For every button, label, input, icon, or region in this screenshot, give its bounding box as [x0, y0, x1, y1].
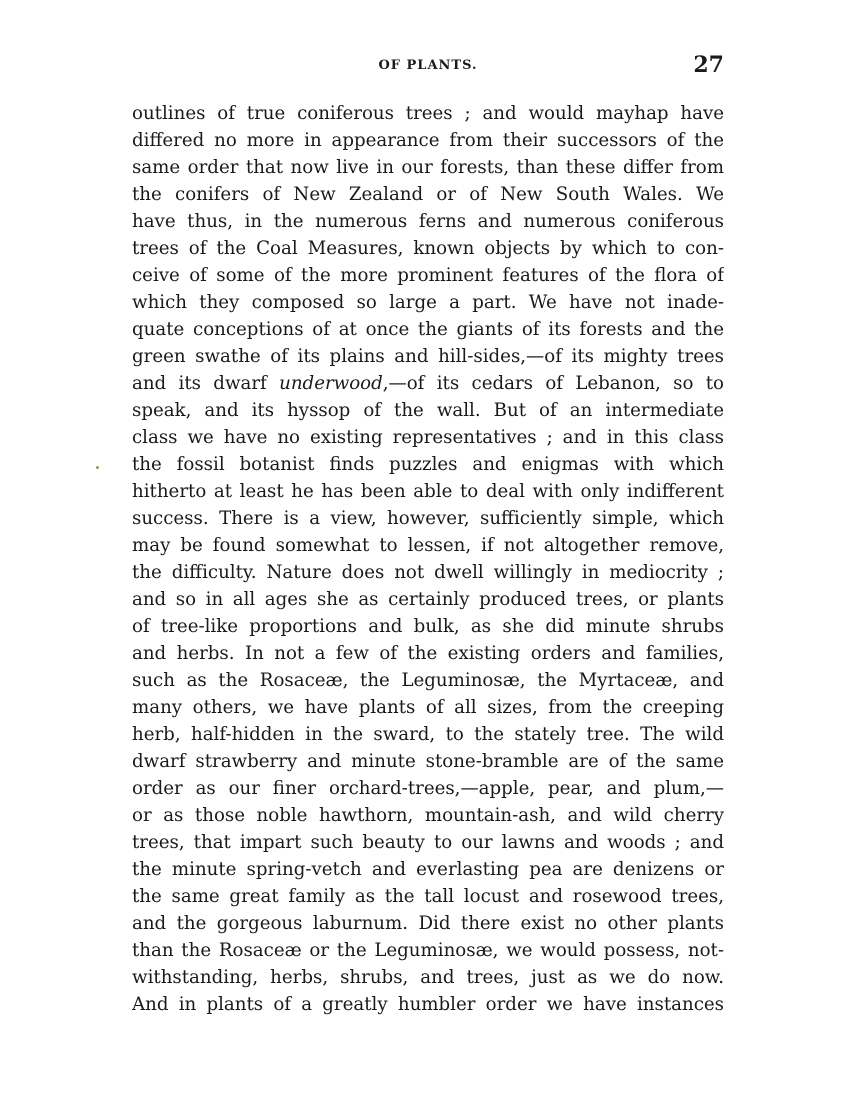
- text-line: the conifers of New Zealand or of New South Wales. We: [132, 184, 724, 205]
- running-head: [132, 52, 724, 82]
- text-line: green swathe of its plains and hill-sides,—of its mighty trees: [132, 346, 724, 367]
- text-line: and the gorgeous laburnum. Did there exist no other plants: [132, 913, 724, 934]
- text-line: differed no more in appearance from their successors of the: [132, 130, 724, 151]
- text-line: success. There is a view, however, sufficiently simple, which: [132, 508, 724, 529]
- text-line: many others, we have plants of all sizes, from the creeping: [132, 697, 724, 718]
- running-title: OF PLANTS.: [378, 58, 478, 73]
- text-line: the minute spring-vetch and everlasting pea are denizens or: [132, 859, 724, 880]
- italic-word: underwood: [279, 373, 383, 394]
- text-line: of tree-like proportions and bulk, as she did minute shrubs: [132, 616, 724, 637]
- text-line: than the Rosaceæ or the Leguminosæ, we would possess, not-: [132, 940, 724, 961]
- text-line: quate conceptions of at once the giants of its forests and the: [132, 319, 724, 340]
- text-line: And in plants of a greatly humbler order we have instances: [132, 994, 724, 1015]
- text-line: have thus, in the numerous ferns and numerous coniferous: [132, 211, 724, 232]
- text-line: dwarf strawberry and minute stone-bramble are of the same: [132, 751, 724, 772]
- body-text: [132, 100, 724, 1018]
- print-speck: [96, 466, 99, 469]
- text-line: outlines of true coniferous trees ; and would mayhap have: [132, 103, 724, 124]
- text-line: withstanding, herbs, shrubs, and trees, just as we do now.: [132, 967, 724, 988]
- text-line: which they composed so large a part. We have not inade-: [132, 292, 724, 313]
- text-line: ceive of some of the more prominent features of the flora of: [132, 265, 724, 286]
- text-line: hitherto at least he has been able to deal with only indifferent: [132, 481, 724, 502]
- text-line: the fossil botanist finds puzzles and enigmas with which: [132, 454, 724, 475]
- text-line: or as those noble hawthorn, mountain-ash, and wild cherry: [132, 805, 724, 826]
- text-line: and so in all ages she as certainly produced trees, or plants: [132, 589, 724, 610]
- text-line: trees of the Coal Measures, known objects by which to con-: [132, 238, 724, 259]
- text-line: trees, that impart such beauty to our lawns and woods ; and: [132, 832, 724, 853]
- text-line: such as the Rosaceæ, the Leguminosæ, the Myrtaceæ, and: [132, 670, 724, 691]
- text-line: speak, and its hyssop of the wall. But of an intermediate: [132, 400, 724, 421]
- text-line: herb, half-hidden in the sward, to the stately tree. The wild: [132, 724, 724, 745]
- text-line: class we have no existing representatives ; and in this class: [132, 427, 724, 448]
- text-line: the same great family as the tall locust and rosewood trees,: [132, 886, 724, 907]
- text-line: and its dwarf underwood,—of its cedars of Lebanon, so to: [132, 373, 724, 394]
- text-line: the difficulty. Nature does not dwell willingly in mediocrity ;: [132, 562, 724, 583]
- text-line: order as our finer orchard-trees,—apple, pear, and plum,—: [132, 778, 724, 799]
- text-line: and herbs. In not a few of the existing orders and families,: [132, 643, 724, 664]
- text-line: may be found somewhat to lessen, if not altogether remove,: [132, 535, 724, 556]
- page-number: 27: [693, 52, 724, 78]
- text-line: same order that now live in our forests, than these differ from: [132, 157, 724, 178]
